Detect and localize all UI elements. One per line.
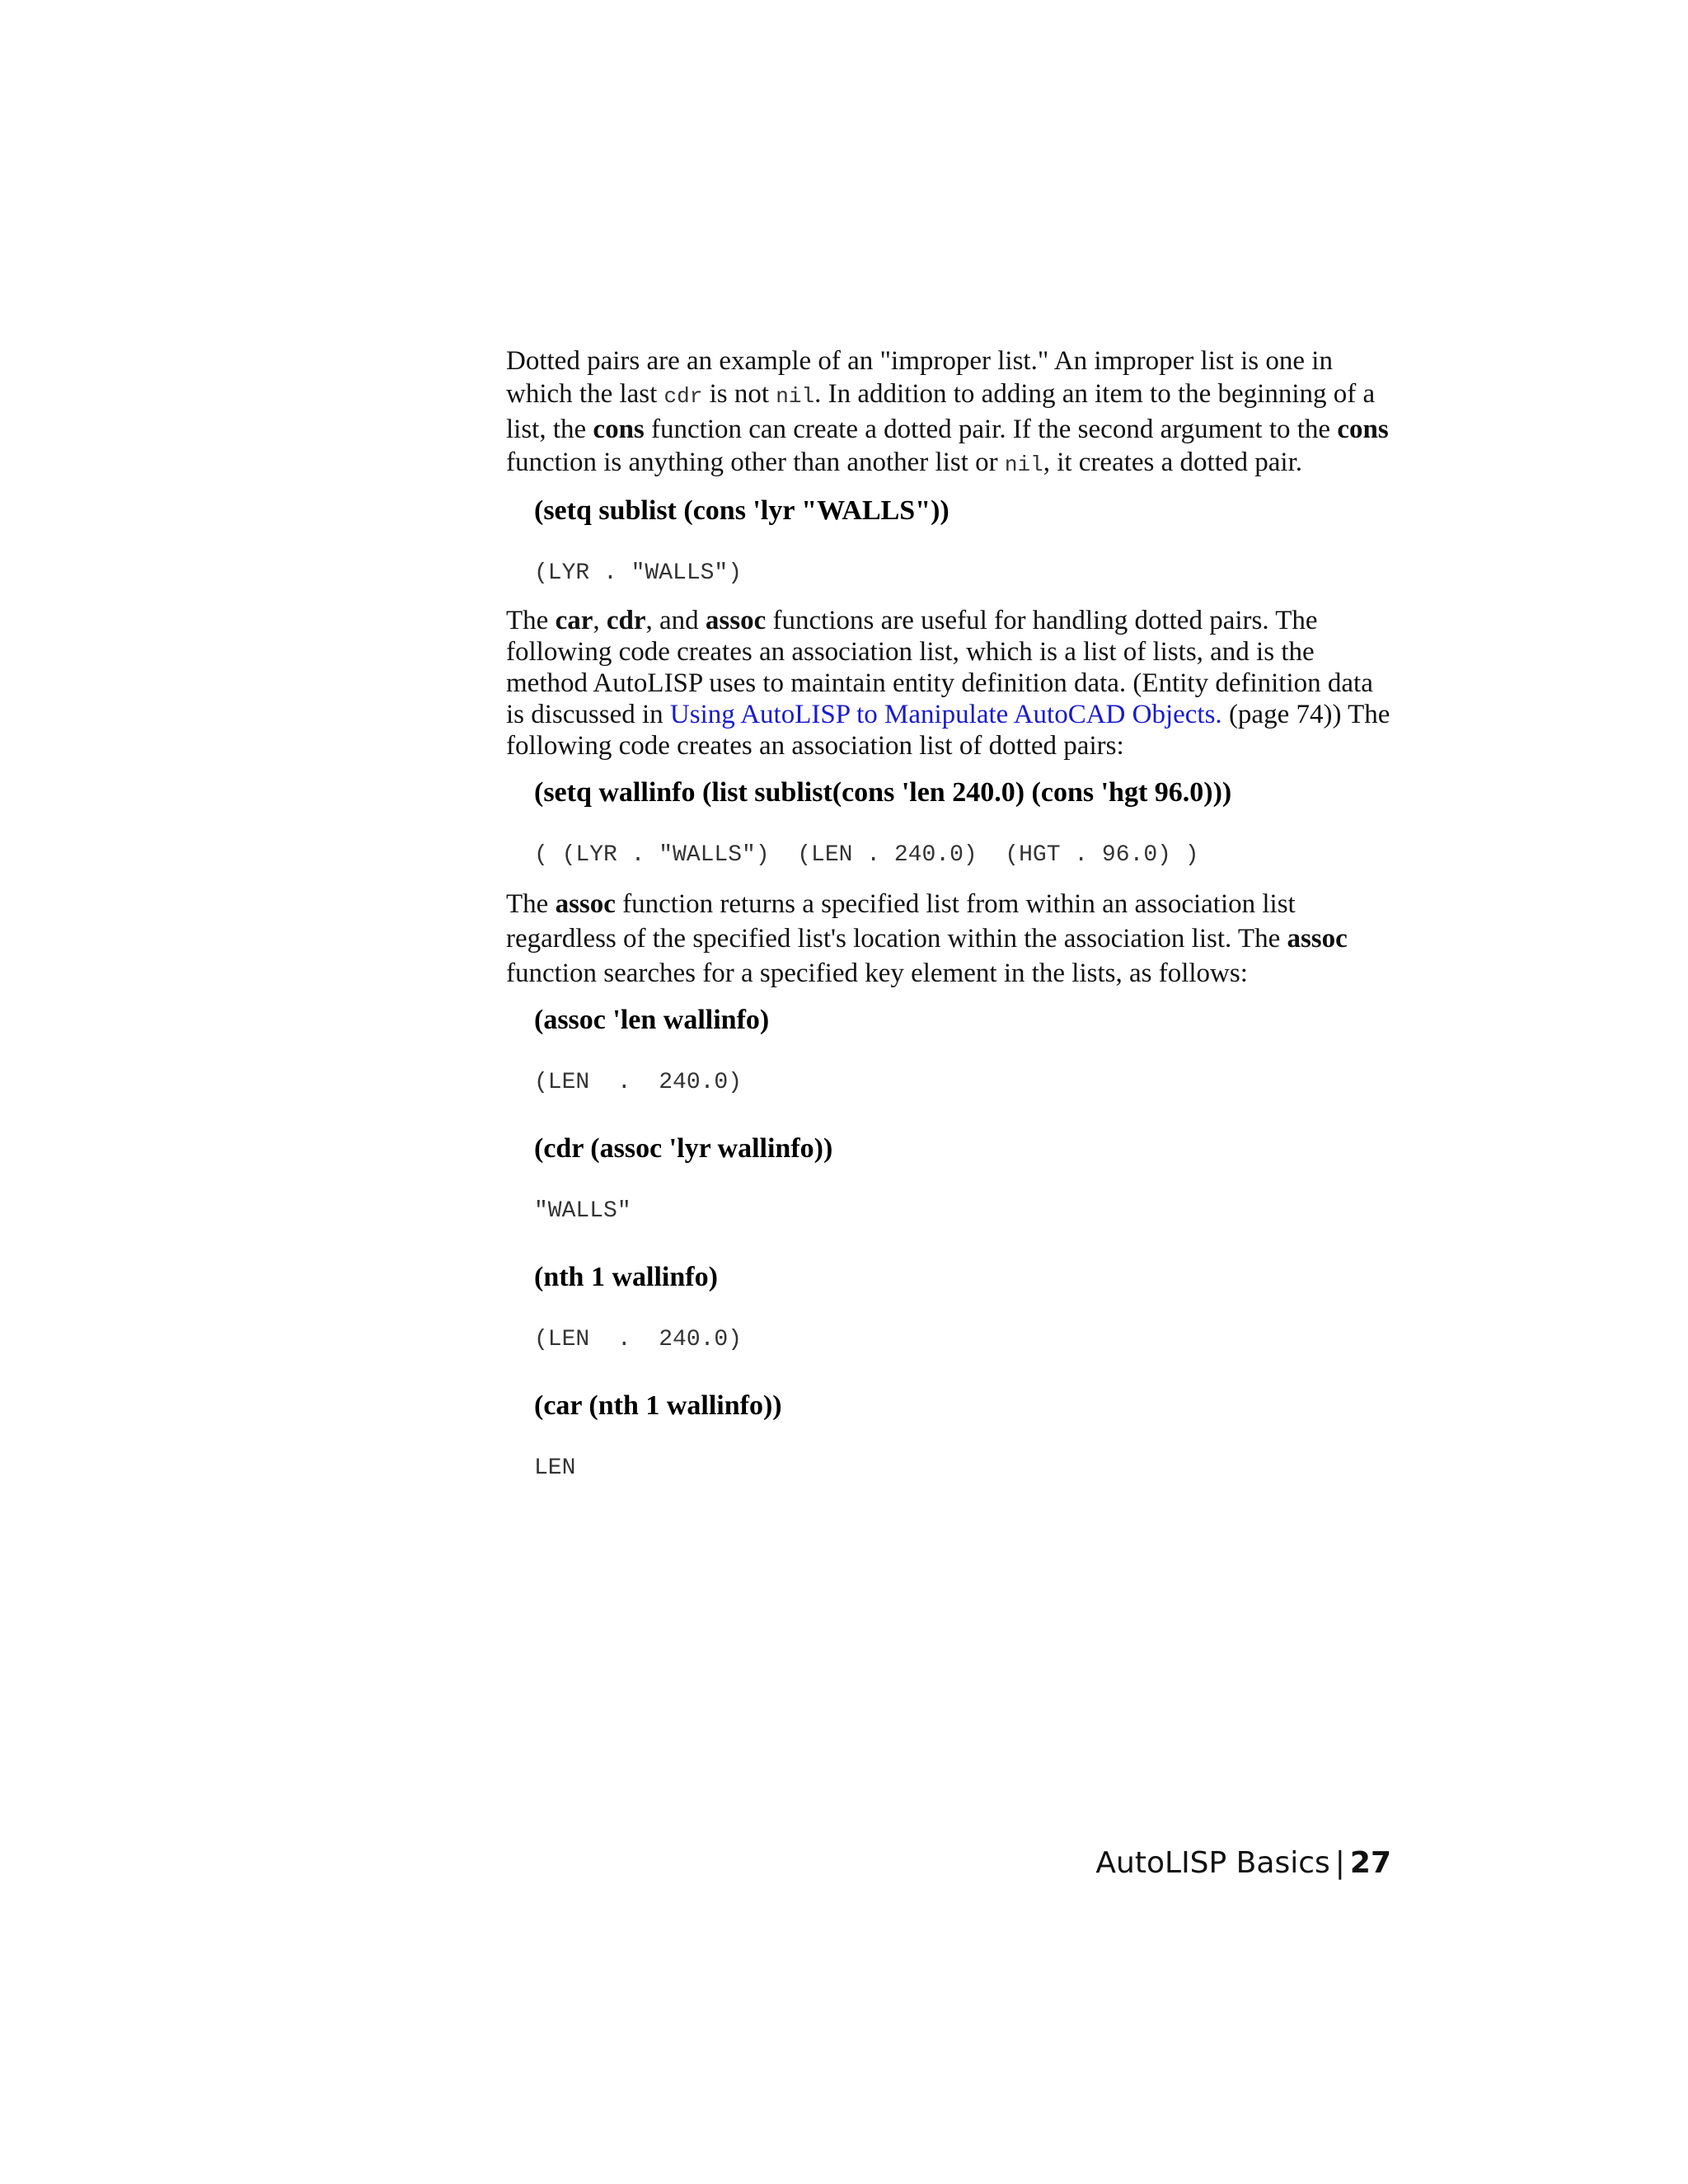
para1-text-6: , it creates a dotted pair. bbox=[1043, 448, 1302, 477]
para1-text-2: is not bbox=[702, 379, 776, 409]
para3-text-3: function searches for a specified key element in the lists, as follows: bbox=[506, 958, 1248, 988]
bold-cons: cons bbox=[593, 415, 645, 444]
bold-cons: cons bbox=[1337, 415, 1389, 444]
code-command-assoc-len: (assoc 'len wallinfo) bbox=[534, 1005, 770, 1035]
paragraph-assoc-function bbox=[506, 887, 1396, 991]
page-number: 27 bbox=[1349, 1846, 1391, 1880]
para2-text-1: The bbox=[506, 606, 556, 635]
code-command-nth: (nth 1 wallinfo) bbox=[534, 1262, 718, 1292]
footer-section-title: AutoLISP Basics bbox=[1095, 1846, 1330, 1880]
bold-assoc: assoc bbox=[555, 889, 616, 919]
para2-text-4: functions are useful for handling dotted pairs. The following code creates an association list, which is a list of lists, and is the method AutoLISP uses to maintain entity definition data. (Entity definition data is discussed in bbox=[506, 606, 1373, 729]
code-output-assoc-len: (LEN . 240.0) bbox=[534, 1070, 743, 1095]
para1-text-1: Dotted pairs are an example of an "improper list." An improper list is one in which the last bbox=[506, 346, 1333, 409]
page-footer bbox=[1095, 1846, 1391, 1880]
inline-code-cdr: cdr bbox=[663, 384, 703, 409]
bold-assoc: assoc bbox=[1287, 924, 1348, 954]
para3-text-1: The bbox=[506, 889, 556, 919]
code-output-wallinfo: ( (LYR . "WALLS") (LEN . 240.0) (HGT . 96.0) ) bbox=[534, 842, 1199, 868]
page-content bbox=[506, 344, 1396, 1483]
code-command-cdr-assoc: (cdr (assoc 'lyr wallinfo)) bbox=[534, 1133, 833, 1164]
code-output-car-nth: LEN bbox=[534, 1455, 576, 1481]
code-command-setq-wallinfo: (setq wallinfo (list sublist(cons 'len 240.0) (cons 'hgt 96.0))) bbox=[534, 777, 1232, 808]
paragraph-association-list bbox=[506, 605, 1396, 762]
para2-text-3: , and bbox=[645, 606, 706, 635]
para3-text-2: function returns a specified list from within an association list regardless of the specified list's location within the association list. The bbox=[506, 889, 1296, 954]
footer-separator: | bbox=[1334, 1846, 1345, 1880]
link-manipulate-autocad-objects[interactable]: Using AutoLISP to Manipulate AutoCAD Objects. bbox=[669, 700, 1222, 729]
inline-code-nil: nil bbox=[1004, 452, 1043, 477]
para2-text-5: (page 74)) The following code creates an association list of dotted pairs: bbox=[506, 700, 1390, 761]
inline-code-nil: nil bbox=[776, 384, 815, 409]
bold-assoc: assoc bbox=[705, 606, 767, 635]
code-command-setq-sublist: (setq sublist (cons 'lyr "WALLS")) bbox=[534, 495, 950, 526]
para2-text-2: , bbox=[593, 606, 607, 635]
para1-text-4: function can create a dotted pair. If the second argument to the bbox=[644, 415, 1338, 444]
code-output-cdr-assoc: "WALLS" bbox=[534, 1198, 631, 1224]
bold-car: car bbox=[555, 606, 593, 635]
code-output-nth: (LEN . 240.0) bbox=[534, 1327, 743, 1352]
code-output-sublist: (LYR . "WALLS") bbox=[534, 560, 743, 586]
code-command-car-nth: (car (nth 1 wallinfo)) bbox=[534, 1390, 782, 1421]
para1-text-3: . In addition to adding an item to the beginning of a list, the bbox=[506, 379, 1376, 444]
bold-cdr: cdr bbox=[606, 606, 646, 635]
paragraph-improper-list bbox=[506, 344, 1396, 481]
para1-text-5: function is anything other than another list or bbox=[506, 448, 1005, 477]
